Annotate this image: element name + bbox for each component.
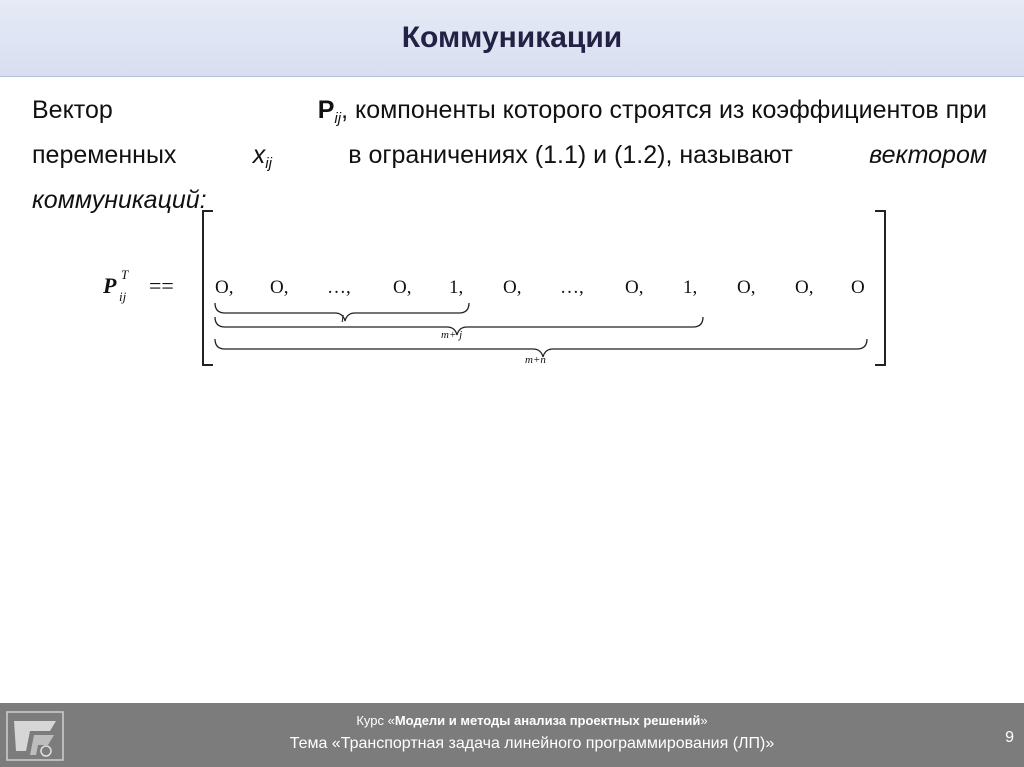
vector-entries [215,277,865,298]
vector-entry: O, [393,277,412,298]
paragraph-line-2 [32,137,987,182]
vector-entry: 1, [449,277,464,298]
vector-entry: O, [503,277,522,298]
word-variables: переменных [32,141,177,169]
formula-graphic [95,205,895,375]
equals-sign: == [149,273,174,298]
variable-symbol: $x_{ij}$ [252,141,272,172]
topic-name: Транспортная задача линейного программирования (ЛП) [340,735,766,752]
communication-vector-formula [95,205,895,375]
footer-topic: Тема «Транспортная задача линейного программирования (ЛП)» [289,735,775,752]
paragraph-line-1 [32,92,987,137]
vector-entry: O, [270,277,289,298]
brace-i-label: i [341,313,345,325]
lhs-sub: ij [119,289,127,304]
word-vector: Вектор [32,96,113,124]
page-number: 9 [1005,729,1014,746]
constraints-text: в ограничениях (1.1) и (1.2), называют [348,141,793,169]
italic-term-2: коммуникаций: [32,186,207,214]
slide-paragraph [32,92,987,219]
brace-m-plus-j-label: m+ j [441,329,463,341]
vector-entry: 1, [683,277,698,298]
vector-symbol: $P_{ij}$, компоненты которого строятся из коэффициентов при [317,96,987,127]
vector-entry: O [851,277,865,298]
vector-entry: …, [560,277,584,298]
slide-footer [0,703,1024,767]
slide-title: Коммуникации [401,21,623,54]
vector-entry: …, [327,277,351,298]
vector-entry: O, [795,277,814,298]
vector-entry: O, [737,277,756,298]
vector-entry: O, [625,277,644,298]
brace-m-plus-n-label: m+n [525,354,546,366]
lhs-sup: T [121,267,129,282]
italic-term-1: вектором [869,141,987,169]
left-bracket [203,211,213,365]
slide-header [0,0,1024,77]
course-name: Модели и методы анализа проектных решений [394,713,701,728]
vector-entry: O, [215,277,234,298]
lhs-base: P [103,273,117,298]
footer-course: Курс «Модели и методы анализа проектных решений» [356,713,708,728]
right-bracket [875,211,885,365]
